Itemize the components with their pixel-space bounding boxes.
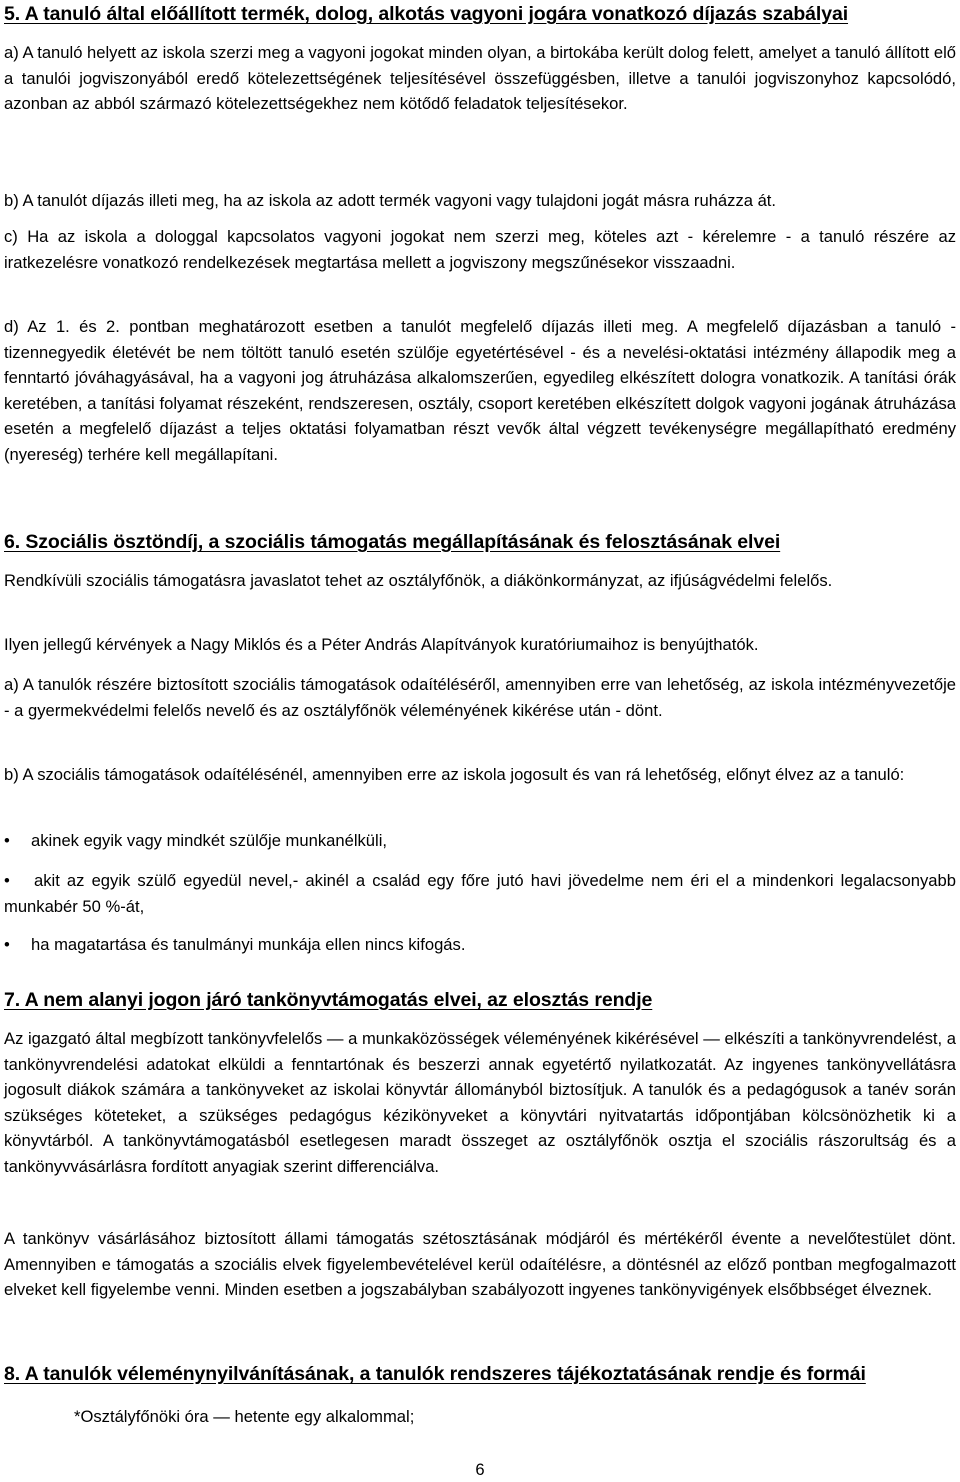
section-7-paragraph-2: A tankönyv vásárlásához biztosított állami támogatás szétosztásának módjáról és mértékéről évente a nevelőtestület dönt. Amennyiben e támogatás a szociális elvek figyelembevételével kerül odaítélésre, a döntésnél az előző pontban megfogalmazott elveket kell figyelembe venni. Minden esetben a jogszabályban szabályozott ingyenes tankönyvigények elsőbbséget élveznek. xyxy=(4,1229,956,1299)
section-6-paragraph-1: Rendkívüli szociális támogatásra javaslatot tehet az osztályfőnök, a diákönkormányzat, az ifjúságvédelmi felelős. xyxy=(4,571,833,590)
section-8-item: *Osztályfőnöki óra — hetente egy alkalommal; xyxy=(74,1407,415,1426)
section-5-paragraph-a: a) A tanuló helyett az iskola szerzi meg a vagyoni jogokat minden olyan, a birtokába került dolog felett, amelyet a tanuló állított elő a tanulói jogviszonyából eredő kötelezettségének teljesítésével összefüggésben, illetve a tanulói jogviszonyhoz kapcsolódó, azonban az abból származó kötelezettségekhez nem kötődő feladatok teljesítésekor. xyxy=(4,43,956,113)
bullet-symbol: • xyxy=(4,871,10,890)
section-5-paragraph-b: b) A tanulót díjazás illeti meg, ha az iskola az adott termék vagyoni vagy tulajdoni jogát másra ruházza át. xyxy=(4,191,777,210)
bullet-symbol: • xyxy=(4,831,10,850)
section-8-heading: 8. A tanulók véleménynyilvánításának, a tanulók rendszeres tájékoztatásának rendje és formái xyxy=(4,1363,866,1385)
bullet-text: ha magatartása és tanulmányi munkája ellen nincs kifogás. xyxy=(31,935,466,954)
section-6-paragraph-a: a) A tanulók részére biztosított szociális támogatások odaítéléséről, amennyiben erre van lehetőség, az iskola intézményvezetője - a gyermekvédelmi felelős nevelő és az osztályfőnök véleményének kikérése után - dönt. xyxy=(4,675,956,720)
section-7-heading: 7. A nem alanyi jogon járó tankönyvtámogatás elvei, az elosztás rendje xyxy=(4,989,653,1011)
bullet-text: akinek egyik vagy mindkét szülője munkanélküli, xyxy=(31,831,388,850)
section-5-paragraph-d: d) Az 1. és 2. pontban meghatározott esetben a tanulót megfelelő díjazás illeti meg. A megfelelő díjazásban a tanuló - tizennegyedik életévét be nem töltött tanuló esetén szülője egyetértésével - és a nevelési-oktatási intézmény állapodik meg a fenntartó jóváhagyásával, ha a vagyoni jog átruházása alkalomszerűen, egyedileg elkészített dologra vonatkozik. A tanítási órák keretében, a tanítási folyamat részeként, rendszeresen, osztály, csoport keretében elkészített dolgok vagyoni jogának átruházása esetén a megfelelő díjazást a teljes oktatási folyamatban részt vevők által végzett tevékenységre megállapítható eredmény (nyereség) terhére kell megállapítani. xyxy=(4,317,956,464)
section-6-heading: 6. Szociális ösztöndíj, a szociális támogatás megállapításának és felosztásának elvei xyxy=(4,531,781,553)
section-5-heading: 5. A tanuló által előállított termék, dolog, alkotás vagyoni jogára vonatkozó díjazás szabályai xyxy=(4,3,849,25)
page-number: 6 xyxy=(475,1460,485,1479)
bullet-item xyxy=(4,828,956,854)
section-7-paragraph-1: Az igazgató által megbízott tankönyvfelelős — a munkaközösségek véleményének kikérésével — elkészíti a tankönyvrendelést, a tankönyvrendelési adatokat elküldi a fenntartónak és beszerzi annak egyetértő nyilatkozatát. Az ingyenes tankönyvellátásra jogosult diákok számára a tankönyveket az iskolai könyvtár állományból biztosítjuk. A tanulók és a pedagógusok a tanév során szükséges köteteket, a szükséges pedagógus kézikönyveket a könyvtári nyitvatartás időpontjában kölcsönözhetik ki a könyvtárból. A tankönyvtámogatásból esetlegesen maradt összeget az osztályfőnök osztja el szociális rászorultság és a tankönyvvásárlásra fordított anyagiak szerint differenciálva. xyxy=(4,1029,956,1176)
section-5-paragraph-c: c) Ha az iskola a dologgal kapcsolatos vagyoni jogokat nem szerzi meg, köteles azt - kérelemre - a tanuló részére az iratkezelésre vonatkozó rendelkezések megtartása mellett a jogviszony megszűnésekor visszaadni. xyxy=(4,227,956,272)
section-6-paragraph-b: b) A szociális támogatások odaítélésénél, amennyiben erre az iskola jogosult és van rá lehetőség, előnyt élvez az a tanuló: xyxy=(4,765,905,784)
bullet-text: akit az egyik szülő egyedül nevel,- akinél a család egy főre jutó havi jövedelme nem éri el a mindenkori legalacsonyabb munkabér 50 %-át, xyxy=(4,871,956,916)
bullet-symbol: • xyxy=(4,935,10,954)
bullet-item xyxy=(4,932,956,958)
section-6-paragraph-2: Ilyen jellegű kérvények a Nagy Miklós és a Péter András Alapítványok kuratóriumaihoz is benyújthatók. xyxy=(4,635,759,654)
bullet-item xyxy=(4,868,956,919)
